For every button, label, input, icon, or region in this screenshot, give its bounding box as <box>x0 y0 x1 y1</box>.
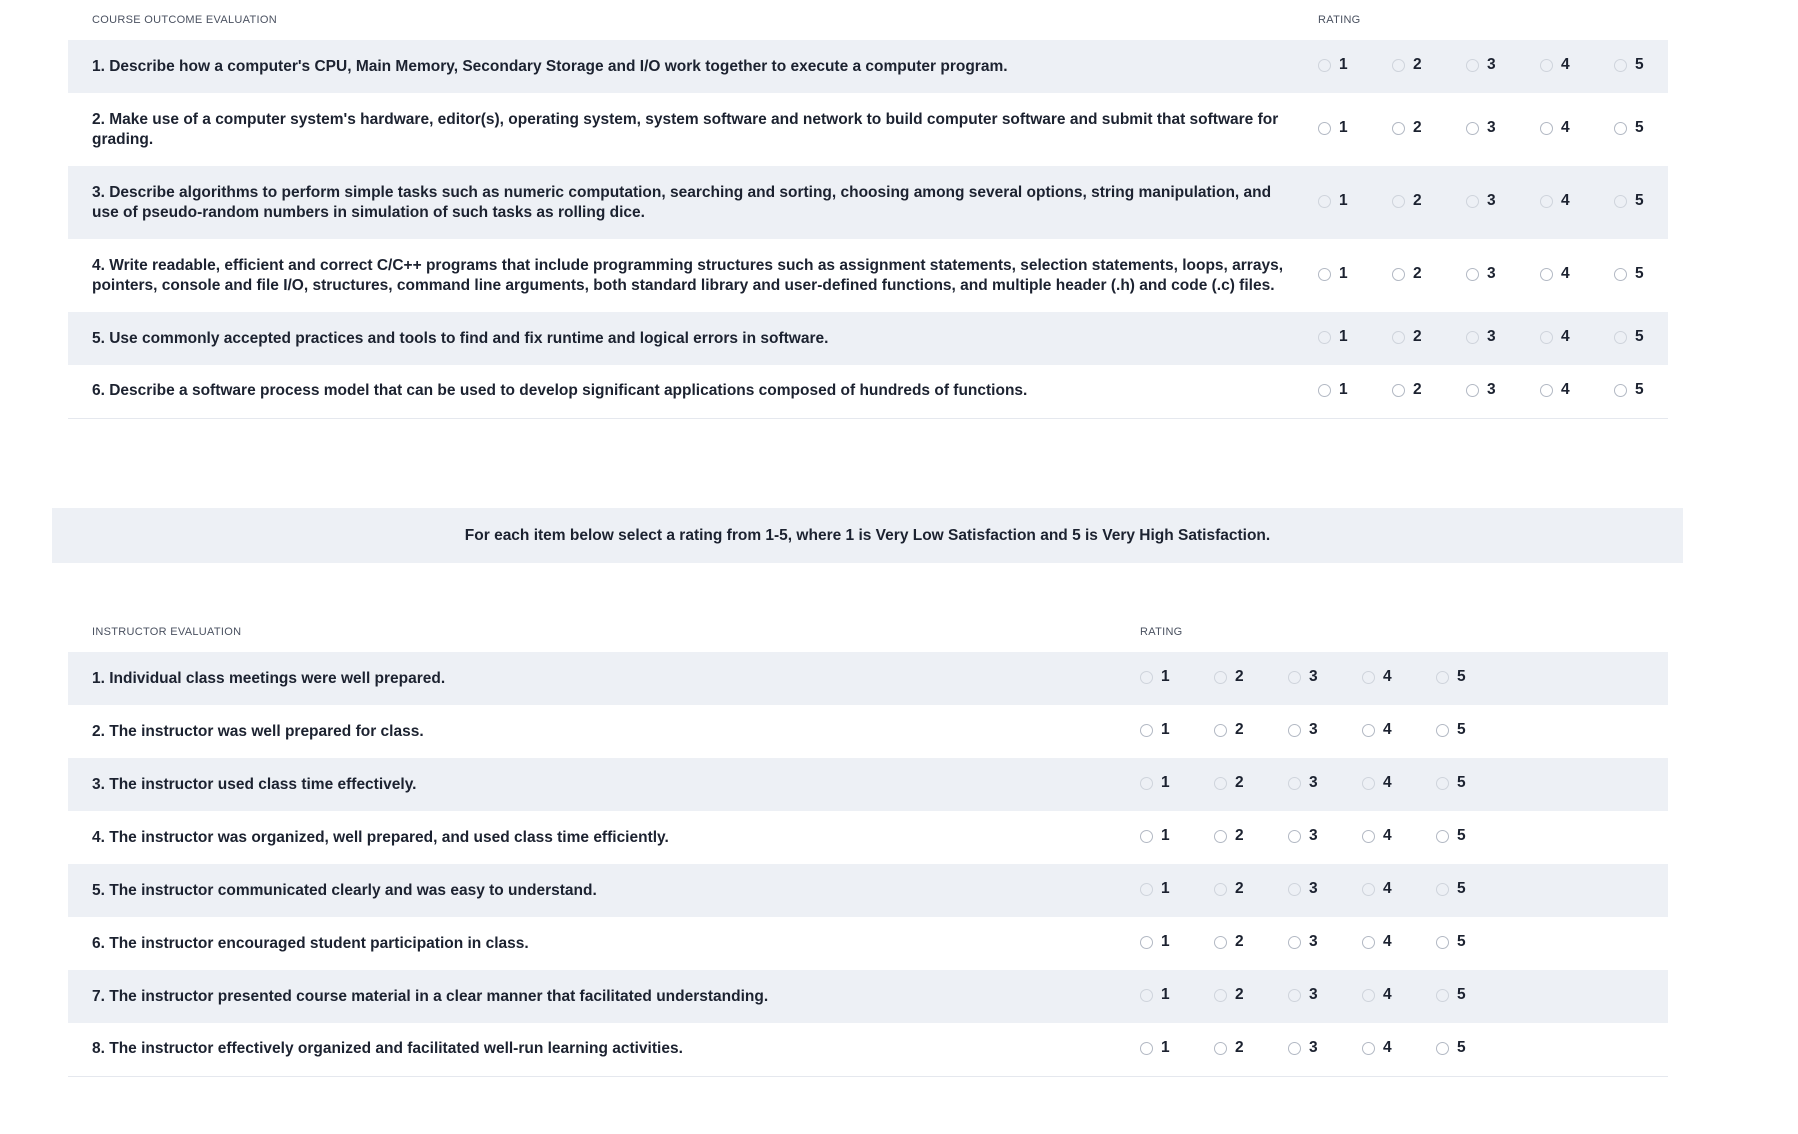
radio-button[interactable] <box>1288 936 1301 949</box>
radio-button[interactable] <box>1214 777 1227 790</box>
radio-button[interactable] <box>1436 883 1449 896</box>
radio-button[interactable] <box>1540 122 1553 135</box>
radio-button[interactable] <box>1392 59 1405 72</box>
rating-option-3[interactable]: 3 <box>1288 880 1318 898</box>
radio-button[interactable] <box>1362 989 1375 1002</box>
course-question-row <box>68 239 1668 312</box>
radio-button[interactable] <box>1466 195 1479 208</box>
rating-option-3[interactable]: 3 <box>1288 721 1318 739</box>
rating-option-4[interactable]: 4 <box>1362 668 1392 686</box>
rating-option-1[interactable]: 1 <box>1140 721 1170 739</box>
radio-button[interactable] <box>1140 777 1153 790</box>
rating-option-4[interactable]: 4 <box>1362 880 1392 898</box>
radio-button[interactable] <box>1614 331 1627 344</box>
radio-button[interactable] <box>1288 724 1301 737</box>
rating-option-1[interactable]: 1 <box>1318 56 1348 74</box>
rating-option-5[interactable]: 5 <box>1436 827 1466 845</box>
question-text: 5. The instructor communicated clearly and was easy to understand. <box>92 881 597 899</box>
instructor-question-row <box>68 705 1668 758</box>
radio-button[interactable] <box>1140 830 1153 843</box>
rating-option-4[interactable]: 4 <box>1540 119 1570 137</box>
rating-option-4[interactable]: 4 <box>1362 774 1392 792</box>
rating-option-1[interactable]: 1 <box>1140 986 1170 1004</box>
radio-button[interactable] <box>1466 268 1479 281</box>
rating-option-5[interactable]: 5 <box>1436 668 1466 686</box>
rating-option-4[interactable]: 4 <box>1540 265 1570 283</box>
rating-option-2[interactable]: 2 <box>1214 721 1244 739</box>
rating-option-1[interactable]: 1 <box>1140 774 1170 792</box>
radio-button[interactable] <box>1466 384 1479 397</box>
question-text: 5. Use commonly accepted practices and tools to find and fix runtime and logical errors in software. <box>92 329 829 347</box>
rating-option-4[interactable]: 4 <box>1362 986 1392 1004</box>
rating-option-4[interactable]: 4 <box>1362 933 1392 951</box>
rating-option-5[interactable]: 5 <box>1436 933 1466 951</box>
rating-option-2[interactable]: 2 <box>1392 56 1422 74</box>
radio-button[interactable] <box>1318 268 1331 281</box>
rating-option-3[interactable]: 3 <box>1466 56 1496 74</box>
radio-button[interactable] <box>1540 268 1553 281</box>
radio-button[interactable] <box>1540 195 1553 208</box>
rating-option-4[interactable]: 4 <box>1362 721 1392 739</box>
radio-button[interactable] <box>1614 122 1627 135</box>
rating-option-5[interactable]: 5 <box>1436 721 1466 739</box>
rating-option-5[interactable]: 5 <box>1614 328 1644 346</box>
rating-option-1[interactable]: 1 <box>1318 192 1348 210</box>
question-text: 6. The instructor encouraged student participation in class. <box>92 934 529 952</box>
radio-button[interactable] <box>1466 331 1479 344</box>
radio-button[interactable] <box>1362 671 1375 684</box>
question-text: 6. Describe a software process model that can be used to develop significant applications composed of hundreds of functions. <box>92 382 1028 400</box>
radio-button[interactable] <box>1288 989 1301 1002</box>
rating-option-1[interactable]: 1 <box>1318 381 1348 399</box>
radio-button[interactable] <box>1540 331 1553 344</box>
rating-option-2[interactable]: 2 <box>1214 986 1244 1004</box>
radio-button[interactable] <box>1214 830 1227 843</box>
rating-option-2[interactable]: 2 <box>1214 827 1244 845</box>
radio-button[interactable] <box>1288 777 1301 790</box>
radio-button[interactable] <box>1392 384 1405 397</box>
radio-button[interactable] <box>1318 331 1331 344</box>
radio-button[interactable] <box>1392 122 1405 135</box>
rating-option-2[interactable]: 2 <box>1392 328 1422 346</box>
instructor-question-row <box>68 811 1668 864</box>
rating-option-3[interactable]: 3 <box>1466 265 1496 283</box>
rating-option-3[interactable]: 3 <box>1288 1039 1318 1057</box>
rating-option-4[interactable]: 4 <box>1540 328 1570 346</box>
rating-option-1[interactable]: 1 <box>1140 1039 1170 1057</box>
radio-button[interactable] <box>1318 384 1331 397</box>
radio-button[interactable] <box>1140 936 1153 949</box>
radio-button[interactable] <box>1614 268 1627 281</box>
radio-button[interactable] <box>1318 195 1331 208</box>
radio-button[interactable] <box>1288 1042 1301 1055</box>
instructor-question-row <box>68 758 1668 811</box>
rating-option-1[interactable]: 1 <box>1140 827 1170 845</box>
rating-option-2[interactable]: 2 <box>1214 1039 1244 1057</box>
radio-button[interactable] <box>1140 1042 1153 1055</box>
radio-button[interactable] <box>1318 122 1331 135</box>
course-items <box>68 40 1668 418</box>
rating-option-3[interactable]: 3 <box>1466 328 1496 346</box>
question-text: 4. Write readable, efficient and correct C/C++ programs that include programming structures such as assignment statements, selection statements, loops, arrays, pointers, console and file I/O, structures, command line arguments, both standard library and user-defined functions, and multiple header (.h) and code (.c) files. <box>92 256 1283 294</box>
rating-option-3[interactable]: 3 <box>1466 381 1496 399</box>
rating-option-4[interactable]: 4 <box>1540 381 1570 399</box>
rating-option-1[interactable]: 1 <box>1318 119 1348 137</box>
radio-button[interactable] <box>1436 830 1449 843</box>
rating-option-5[interactable]: 5 <box>1614 192 1644 210</box>
rating-option-2[interactable]: 2 <box>1214 774 1244 792</box>
instructor-question-row <box>68 970 1668 1023</box>
radio-button[interactable] <box>1318 59 1331 72</box>
question-text: 4. The instructor was organized, well prepared, and used class time efficiently. <box>92 828 669 846</box>
rating-option-5[interactable]: 5 <box>1614 119 1644 137</box>
radio-button[interactable] <box>1540 59 1553 72</box>
question-text: 8. The instructor effectively organized and facilitated well-run learning activities. <box>92 1040 683 1058</box>
rating-option-4[interactable]: 4 <box>1362 1039 1392 1057</box>
rating-option-3[interactable]: 3 <box>1466 192 1496 210</box>
radio-button[interactable] <box>1362 830 1375 843</box>
course-header-row <box>68 0 1668 40</box>
course-question-row <box>68 93 1668 166</box>
radio-button[interactable] <box>1288 830 1301 843</box>
radio-button[interactable] <box>1436 936 1449 949</box>
radio-button[interactable] <box>1540 384 1553 397</box>
radio-button[interactable] <box>1614 59 1627 72</box>
question-text: 2. The instructor was well prepared for class. <box>92 722 424 740</box>
radio-button[interactable] <box>1392 268 1405 281</box>
radio-button[interactable] <box>1362 883 1375 896</box>
rating-option-3[interactable]: 3 <box>1288 827 1318 845</box>
rating-option-5[interactable]: 5 <box>1436 986 1466 1004</box>
rating-option-5[interactable]: 5 <box>1614 56 1644 74</box>
radio-button[interactable] <box>1362 936 1375 949</box>
rating-option-4[interactable]: 4 <box>1540 56 1570 74</box>
question-text: 1. Individual class meetings were well prepared. <box>92 669 446 687</box>
rating-option-5[interactable]: 5 <box>1436 774 1466 792</box>
question-text: 1. Describe how a computer's CPU, Main Memory, Secondary Storage and I/O work together to execute a computer program. <box>92 57 1008 75</box>
rating-option-2[interactable]: 2 <box>1214 880 1244 898</box>
rating-option-5[interactable]: 5 <box>1614 381 1644 399</box>
rating-option-1[interactable]: 1 <box>1140 668 1170 686</box>
radio-button[interactable] <box>1214 724 1227 737</box>
radio-button[interactable] <box>1214 936 1227 949</box>
radio-button[interactable] <box>1288 671 1301 684</box>
rating-option-1[interactable]: 1 <box>1318 328 1348 346</box>
radio-button[interactable] <box>1392 331 1405 344</box>
course-outcome-table <box>68 0 1668 419</box>
rating-option-1[interactable]: 1 <box>1140 933 1170 951</box>
instructor-section-header: INSTRUCTOR EVALUATION <box>92 626 242 638</box>
radio-button[interactable] <box>1362 777 1375 790</box>
instructor-question-row <box>68 1023 1668 1076</box>
course-rating-header: RATING <box>1318 14 1361 26</box>
radio-button[interactable] <box>1466 59 1479 72</box>
question-text: 2. Make use of a computer system's hardware, editor(s), operating system, system software and network to build computer software and submit that software for grading. <box>92 110 1279 148</box>
radio-button[interactable] <box>1362 724 1375 737</box>
radio-button[interactable] <box>1436 724 1449 737</box>
radio-button[interactable] <box>1214 989 1227 1002</box>
rating-option-3[interactable]: 3 <box>1288 986 1318 1004</box>
rating-option-3[interactable]: 3 <box>1288 668 1318 686</box>
radio-button[interactable] <box>1214 1042 1227 1055</box>
instructor-evaluation-table <box>68 612 1668 1077</box>
instructor-rating-header: RATING <box>1140 626 1183 638</box>
rating-option-2[interactable]: 2 <box>1214 933 1244 951</box>
instructor-items <box>68 652 1668 1076</box>
course-question-row <box>68 365 1668 418</box>
rating-option-2[interactable]: 2 <box>1214 668 1244 686</box>
rating-option-2[interactable]: 2 <box>1392 265 1422 283</box>
rating-instructions-banner: For each item below select a rating from 1-5, where 1 is Very Low Satisfaction and 5 is Very High Satisfaction. <box>52 508 1683 563</box>
rating-option-2[interactable]: 2 <box>1392 192 1422 210</box>
rating-option-4[interactable]: 4 <box>1540 192 1570 210</box>
course-question-row <box>68 312 1668 365</box>
radio-button[interactable] <box>1214 883 1227 896</box>
instructor-question-row <box>68 864 1668 917</box>
radio-button[interactable] <box>1614 384 1627 397</box>
radio-button[interactable] <box>1392 195 1405 208</box>
rating-option-2[interactable]: 2 <box>1392 119 1422 137</box>
radio-button[interactable] <box>1436 1042 1449 1055</box>
rating-option-5[interactable]: 5 <box>1436 1039 1466 1057</box>
rating-option-1[interactable]: 1 <box>1318 265 1348 283</box>
rating-option-4[interactable]: 4 <box>1362 827 1392 845</box>
course-question-row <box>68 40 1668 93</box>
radio-button[interactable] <box>1140 883 1153 896</box>
instructor-question-row <box>68 652 1668 705</box>
radio-button[interactable] <box>1614 195 1627 208</box>
radio-button[interactable] <box>1436 777 1449 790</box>
course-question-row <box>68 166 1668 239</box>
radio-button[interactable] <box>1466 122 1479 135</box>
radio-button[interactable] <box>1436 671 1449 684</box>
rating-option-5[interactable]: 5 <box>1614 265 1644 283</box>
radio-button[interactable] <box>1140 724 1153 737</box>
course-section-header: COURSE OUTCOME EVALUATION <box>92 14 277 26</box>
radio-button[interactable] <box>1214 671 1227 684</box>
radio-button[interactable] <box>1362 1042 1375 1055</box>
question-text: 3. Describe algorithms to perform simple tasks such as numeric computation, searching and sorting, choosing among several options, string manipulation, and use of pseudo-random numbers in simulation of such tasks as rolling dice. <box>92 183 1272 221</box>
instructor-header-row <box>68 612 1668 652</box>
rating-option-3[interactable]: 3 <box>1288 933 1318 951</box>
rating-option-2[interactable]: 2 <box>1392 381 1422 399</box>
radio-button[interactable] <box>1436 989 1449 1002</box>
question-text: 7. The instructor presented course material in a clear manner that facilitated understanding. <box>92 987 769 1005</box>
rating-option-3[interactable]: 3 <box>1288 774 1318 792</box>
rating-option-5[interactable]: 5 <box>1436 880 1466 898</box>
rating-option-1[interactable]: 1 <box>1140 880 1170 898</box>
instructor-question-row <box>68 917 1668 970</box>
radio-button[interactable] <box>1288 883 1301 896</box>
radio-button[interactable] <box>1140 989 1153 1002</box>
radio-button[interactable] <box>1140 671 1153 684</box>
question-text: 3. The instructor used class time effectively. <box>92 775 417 793</box>
rating-option-3[interactable]: 3 <box>1466 119 1496 137</box>
